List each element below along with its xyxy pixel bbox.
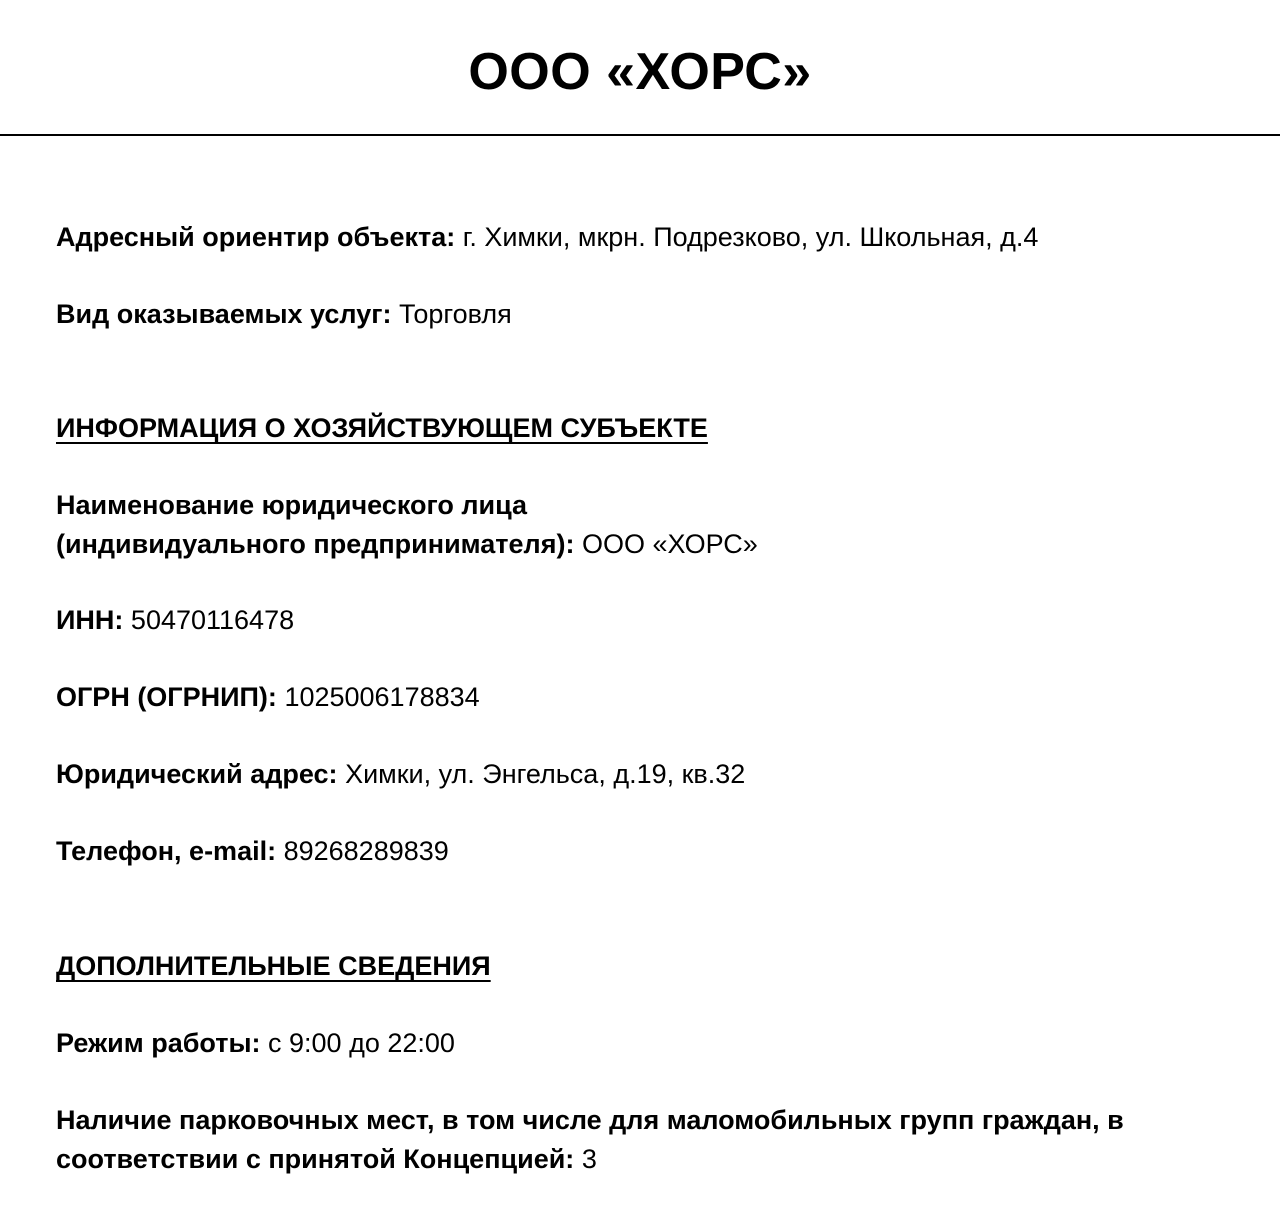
inn-label: ИНН:	[56, 605, 124, 635]
address-value: г. Химки, мкрн. Подрезково, ул. Школьная, д.4	[462, 222, 1039, 252]
hours-label: Режим работы:	[56, 1028, 261, 1058]
inn-value: 50470116478	[130, 605, 295, 635]
entity-name-label-line1: Наименование юридического лица	[56, 490, 528, 520]
service-value: Торговля	[398, 299, 512, 329]
contact-label: Телефон, e-mail:	[56, 836, 277, 866]
legal-address-field	[56, 755, 745, 794]
ogrn-value: 1025006178834	[284, 682, 480, 712]
contact-field	[56, 832, 449, 871]
contact-value: 89268289839	[283, 836, 449, 866]
entity-name-value: ООО «ХОРС»	[581, 529, 758, 559]
document-title: ООО «ХОРС»	[468, 43, 812, 101]
inn-field	[56, 601, 294, 640]
title-block	[0, 0, 1280, 136]
service-field	[56, 295, 512, 334]
entity-name-label-line2: (индивидуального предпринимателя):	[56, 529, 575, 559]
parking-label-line1: Наличие парковочных мест, в том числе для маломобильных групп граждан, в	[56, 1105, 1124, 1135]
service-label: Вид оказываемых услуг:	[56, 299, 392, 329]
parking-field	[56, 1101, 1124, 1179]
extra-section-heading: ДОПОЛНИТЕЛЬНЫЕ СВЕДЕНИЯ	[56, 951, 491, 981]
hours-value: с 9:00 до 22:00	[268, 1028, 455, 1058]
legal-address-label: Юридический адрес:	[56, 759, 338, 789]
legal-address-value: Химки, ул. Энгельса, д.19, кв.32	[345, 759, 746, 789]
parking-value: 3	[581, 1144, 597, 1174]
ogrn-label: ОГРН (ОГРНИП):	[56, 682, 277, 712]
entity-name-field	[56, 486, 758, 564]
entity-section-heading: ИНФОРМАЦИЯ О ХОЗЯЙСТВУЮЩЕМ СУБЪЕКТЕ	[56, 413, 708, 443]
parking-label-line2: соответствии с принятой Концепцией:	[56, 1144, 575, 1174]
address-field	[56, 218, 1038, 257]
address-label: Адресный ориентир объекта:	[56, 222, 456, 252]
ogrn-field	[56, 678, 480, 717]
hours-field	[56, 1024, 455, 1063]
